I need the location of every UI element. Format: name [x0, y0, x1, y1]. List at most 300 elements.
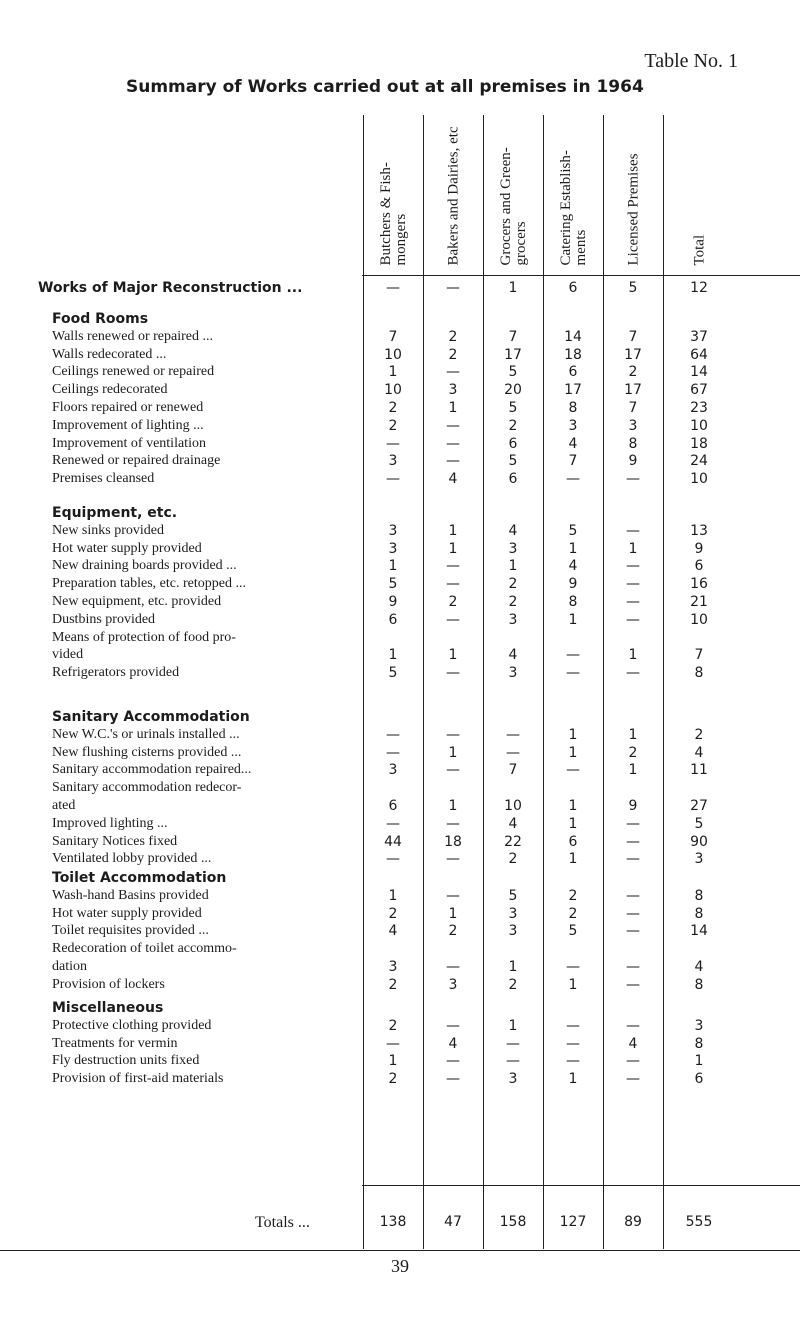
row-label: Ceilings renewed or repaired — [52, 364, 215, 380]
table-cell: — — [566, 1053, 580, 1070]
table-row — [0, 418, 800, 434]
table-cell: 3 — [694, 1017, 704, 1034]
table-cell: 3 — [388, 762, 398, 779]
section-title: Miscellaneous — [52, 1000, 164, 1016]
table-cell: 6 — [568, 833, 578, 850]
table-cell: 6 — [508, 435, 518, 452]
table-cell: 3 — [694, 851, 704, 868]
table-row — [0, 1053, 800, 1069]
table-cell: 7 — [694, 647, 704, 664]
row-label: Protective clothing provided — [52, 1017, 212, 1033]
table-cell: 9 — [628, 798, 638, 814]
table-cell: 7 — [508, 328, 518, 345]
table-cell: 27 — [690, 798, 708, 814]
table-cell: 16 — [690, 576, 708, 593]
table-cell: 1 — [448, 798, 458, 814]
table-cell: 8 — [568, 594, 578, 610]
table-cell: 2 — [388, 976, 398, 993]
table-cell: 4 — [448, 1035, 458, 1052]
table-cell: 3 — [448, 976, 458, 993]
table-cell: 2 — [508, 576, 518, 593]
row-label: Toilet requisites provided ... — [52, 923, 209, 939]
table-cell: 89 — [624, 1214, 642, 1230]
row-label: Floors repaired or renewed — [52, 400, 204, 415]
table-cell: — — [446, 1071, 460, 1088]
row-label: Improved lighting ... — [52, 815, 168, 831]
table-cell: — — [386, 851, 400, 868]
table-cell: 10 — [690, 417, 708, 434]
table-cell: — — [446, 558, 460, 575]
totals-label: Totals ... — [255, 1214, 310, 1231]
table-cell: 2 — [388, 905, 398, 922]
table-cell: 5 — [694, 815, 704, 832]
table-cell: — — [386, 435, 400, 452]
table-cell: 10 — [384, 346, 402, 363]
table-cell: 127 — [559, 1214, 587, 1230]
table-cell: — — [626, 1017, 640, 1034]
table-cell: — — [626, 1071, 640, 1088]
table-cell: — — [506, 1035, 520, 1052]
table-cell: 9 — [568, 576, 578, 593]
table-row — [0, 1036, 800, 1052]
row-rule — [362, 1185, 800, 1186]
table-cell: 67 — [690, 382, 708, 399]
table-cell: 1 — [628, 540, 638, 557]
table-cell: 8 — [568, 400, 578, 416]
table-cell: 6 — [388, 798, 398, 814]
major-reconstruction-label: Works of Major Reconstruction ... — [38, 280, 303, 296]
row-label: dation — [52, 959, 87, 974]
table-cell: 1 — [448, 522, 458, 539]
row-label: Ceilings redecorated — [52, 382, 168, 398]
table-cell: 7 — [628, 400, 638, 416]
table-cell: 90 — [690, 833, 708, 850]
table-cell: 2 — [508, 851, 518, 868]
table-cell: 23 — [690, 400, 708, 416]
table-cell: — — [446, 611, 460, 628]
table-cell: 1 — [388, 558, 398, 575]
table-cell: — — [566, 1017, 580, 1034]
table-cell: 5 — [508, 453, 518, 470]
table-cell: 4 — [628, 1035, 638, 1052]
table-cell: 17 — [504, 346, 522, 363]
table-cell: 2 — [508, 417, 518, 434]
table-cell: — — [446, 417, 460, 434]
table-cell: 1 — [568, 815, 578, 832]
table-cell: — — [386, 815, 400, 832]
row-label: New equipment, etc. provided — [52, 594, 222, 609]
column-header — [627, 118, 772, 268]
table-cell: 3 — [388, 522, 398, 539]
row-label: Refrigerators provided — [52, 665, 180, 681]
table-cell: 1 — [568, 726, 578, 743]
row-label: Fly destruction units fixed — [52, 1053, 200, 1069]
table-cell: 1 — [694, 1053, 704, 1070]
table-cell: 1 — [628, 647, 638, 664]
table-cell: 2 — [388, 400, 398, 416]
table-cell: — — [386, 280, 400, 296]
table-cell: — — [446, 959, 460, 975]
table-row — [0, 382, 800, 398]
table-cell: — — [626, 576, 640, 593]
table-cell: 6 — [508, 471, 518, 488]
table-cell: 4 — [694, 959, 704, 975]
table-cell: 1 — [448, 647, 458, 664]
table-cell: 2 — [694, 726, 704, 743]
table-cell: — — [446, 435, 460, 452]
table-cell: 1 — [568, 744, 578, 761]
row-label: Ventilated lobby provided ... — [52, 851, 212, 867]
table-row — [0, 798, 800, 814]
table-cell: 4 — [568, 435, 578, 452]
table-cell: 10 — [384, 382, 402, 399]
table-cell: 5 — [568, 522, 578, 539]
table-row — [0, 977, 800, 993]
totals-row — [0, 1214, 800, 1230]
row-label: Renewed or repaired drainage — [52, 453, 221, 469]
table-cell: 64 — [690, 346, 708, 363]
row-label: New sinks provided — [52, 522, 164, 538]
table-row — [0, 665, 800, 681]
table-cell: — — [626, 665, 640, 682]
table-cell: 3 — [508, 665, 518, 682]
section-title: Sanitary Accommodation — [52, 709, 250, 725]
table-cell: 2 — [388, 417, 398, 434]
table-cell: 2 — [448, 328, 458, 345]
table-cell: — — [566, 959, 580, 975]
table-cell: 10 — [690, 611, 708, 628]
row-label: Walls redecorated ... — [52, 346, 167, 362]
table-cell: — — [626, 815, 640, 832]
table-cell: 17 — [564, 382, 582, 399]
table-cell: 3 — [508, 923, 518, 940]
section-title: Food Rooms — [52, 311, 149, 327]
table-row — [0, 436, 800, 452]
table-row — [0, 364, 800, 380]
table-cell: 10 — [690, 471, 708, 488]
table-cell: 44 — [384, 833, 402, 850]
table-cell: 2 — [568, 887, 578, 904]
table-row — [0, 347, 800, 363]
table-cell: 1 — [628, 762, 638, 779]
table-cell: 5 — [388, 576, 398, 593]
table-cell: — — [626, 558, 640, 575]
table-cell: 10 — [504, 798, 522, 814]
table-cell: 7 — [388, 328, 398, 345]
row-label: Sanitary accommodation redecor- — [52, 780, 242, 796]
table-cell: 6 — [388, 611, 398, 628]
table-row — [0, 471, 800, 487]
table-cell: 4 — [448, 471, 458, 488]
table-cell: 1 — [448, 744, 458, 761]
table-cell: — — [626, 611, 640, 628]
column-header-label: Catering Establish-ments — [557, 150, 589, 266]
table-cell: — — [626, 471, 640, 488]
table-cell: 1 — [448, 400, 458, 416]
table-cell: 22 — [504, 833, 522, 850]
table-cell: 1 — [568, 851, 578, 868]
table-cell: — — [626, 833, 640, 850]
table-cell: 37 — [690, 328, 708, 345]
table-cell: 3 — [448, 382, 458, 399]
table-cell: 6 — [694, 558, 704, 575]
table-cell: 5 — [628, 280, 638, 296]
table-cell: 14 — [564, 328, 582, 345]
table-cell: 21 — [690, 594, 708, 610]
table-cell: 2 — [448, 346, 458, 363]
table-cell: — — [626, 887, 640, 904]
table-cell: — — [386, 1035, 400, 1052]
table-cell: 14 — [690, 364, 708, 381]
table-cell: — — [446, 280, 460, 296]
table-cell: 4 — [508, 647, 518, 664]
table-row — [0, 834, 800, 850]
row-label: Provision of lockers — [52, 976, 165, 992]
table-row — [0, 541, 800, 557]
table-cell: 1 — [508, 959, 518, 975]
table-cell: 3 — [508, 611, 518, 628]
table-cell: 3 — [508, 1071, 518, 1088]
table-cell: — — [566, 665, 580, 682]
table-cell: 13 — [690, 522, 708, 539]
table-cell: 2 — [448, 594, 458, 610]
table-cell: — — [626, 851, 640, 868]
table-row — [0, 647, 800, 663]
table-cell: — — [386, 744, 400, 761]
table-cell: 5 — [508, 887, 518, 904]
table-cell: 4 — [568, 558, 578, 575]
table-cell: 1 — [568, 540, 578, 557]
table-cell: — — [446, 1053, 460, 1070]
table-row — [0, 558, 800, 574]
table-cell: 11 — [690, 762, 708, 779]
table-cell: 9 — [388, 594, 398, 610]
table-cell: 3 — [628, 417, 638, 434]
table-cell: — — [566, 471, 580, 488]
table-cell: 1 — [628, 726, 638, 743]
section-title: Equipment, etc. — [52, 505, 178, 521]
page-number: 39 — [391, 1256, 409, 1276]
table-cell: 12 — [690, 280, 708, 296]
table-cell: — — [566, 1035, 580, 1052]
table-row — [0, 745, 800, 761]
row-label: Hot water supply provided — [52, 905, 202, 921]
table-row — [0, 329, 800, 345]
table-cell: 2 — [508, 976, 518, 993]
row-label: vided — [52, 647, 84, 663]
column-header-label: Licensed Premises — [625, 153, 641, 266]
table-cell: — — [386, 726, 400, 743]
table-row — [0, 888, 800, 904]
table-row — [0, 1018, 800, 1034]
row-label: New flushing cisterns provided ... — [52, 744, 242, 760]
row-label: New W.C.'s or urinals installed ... — [52, 726, 240, 742]
row-label: Treatments for vermin — [52, 1035, 178, 1051]
table-cell: 2 — [448, 923, 458, 940]
table-row — [0, 923, 800, 939]
table-cell: 7 — [628, 328, 638, 345]
table-cell: 8 — [694, 905, 704, 922]
table-cell: 4 — [694, 744, 704, 761]
table-cell: — — [446, 762, 460, 779]
table-row — [0, 612, 800, 628]
row-label: ated — [52, 798, 76, 813]
table-cell: 138 — [379, 1214, 407, 1230]
table-row — [0, 453, 800, 469]
table-cell: — — [506, 1053, 520, 1070]
table-cell: 8 — [628, 435, 638, 452]
table-cell: — — [446, 815, 460, 832]
table-row — [0, 959, 800, 975]
table-row — [0, 523, 800, 539]
column-header-label: Butchers & Fish-mongers — [377, 162, 409, 266]
table-cell: 6 — [694, 1071, 704, 1088]
table-cell: 2 — [628, 364, 638, 381]
table-cell: 9 — [694, 540, 704, 557]
table-cell: 20 — [504, 382, 522, 399]
table-cell: 3 — [568, 417, 578, 434]
table-cell: 18 — [690, 435, 708, 452]
table-cell: 3 — [388, 959, 398, 975]
table-row — [0, 906, 800, 922]
table-cell: 9 — [628, 453, 638, 470]
table-cell: — — [626, 976, 640, 993]
table-cell: — — [626, 923, 640, 940]
table-cell: — — [626, 959, 640, 975]
table-cell: 17 — [624, 382, 642, 399]
table-cell: 47 — [444, 1214, 462, 1230]
table-cell: 1 — [388, 364, 398, 381]
table-cell: 1 — [448, 905, 458, 922]
column-header-label: Total — [691, 234, 707, 266]
table-cell: — — [446, 576, 460, 593]
table-cell: — — [446, 453, 460, 470]
table-cell: — — [446, 887, 460, 904]
table-cell: — — [566, 762, 580, 779]
table-cell: — — [566, 647, 580, 664]
table-cell: 24 — [690, 453, 708, 470]
table-cell: 8 — [694, 1035, 704, 1052]
table-row — [0, 816, 800, 832]
table-cell: — — [446, 1017, 460, 1034]
table-cell: — — [446, 726, 460, 743]
row-label: Means of protection of food pro- — [52, 629, 236, 645]
row-label: Preparation tables, etc. retopped ... — [52, 576, 246, 592]
row-rule — [362, 275, 800, 276]
table-cell: 18 — [444, 833, 462, 850]
row-label: Sanitary accommodation repaired... — [52, 762, 252, 778]
table-cell: 3 — [508, 540, 518, 557]
table-cell: 5 — [508, 400, 518, 416]
table-cell: — — [446, 665, 460, 682]
table-cell: 158 — [499, 1214, 527, 1230]
row-label: Wash-hand Basins provided — [52, 887, 209, 903]
table-cell: 3 — [508, 905, 518, 922]
table-cell: 1 — [388, 1053, 398, 1070]
table-cell: 1 — [388, 647, 398, 664]
table-cell: 14 — [690, 923, 708, 940]
table-cell: — — [446, 364, 460, 381]
row-label: Improvement of ventilation — [52, 435, 206, 451]
table-cell: 18 — [564, 346, 582, 363]
table-row — [0, 280, 800, 296]
row-label: Dustbins provided — [52, 611, 156, 627]
table-cell: 2 — [388, 1071, 398, 1088]
table-cell: 1 — [568, 798, 578, 814]
row-label: Improvement of lighting ... — [52, 417, 204, 433]
column-header-label: Bakers and Dairies, etc — [445, 126, 461, 266]
table-cell: 6 — [568, 280, 578, 296]
table-row — [0, 400, 800, 416]
table-cell: 3 — [388, 453, 398, 470]
table-number: Table No. 1 — [644, 50, 738, 72]
table-cell: 1 — [568, 611, 578, 628]
table-row — [0, 762, 800, 778]
table-cell: 1 — [508, 280, 518, 296]
table-cell: — — [446, 851, 460, 868]
table-cell: 2 — [388, 1017, 398, 1034]
table-cell: — — [386, 471, 400, 488]
page-title: Summary of Works carried out at all premises in 1964 — [126, 77, 644, 97]
table-cell: 1 — [568, 1071, 578, 1088]
row-rule — [0, 1250, 800, 1251]
table-cell: 4 — [508, 522, 518, 539]
table-cell: 1 — [568, 976, 578, 993]
table-cell: 5 — [508, 364, 518, 381]
table-cell: 1 — [388, 887, 398, 904]
row-label: Hot water supply provided — [52, 540, 202, 556]
table-cell: 7 — [568, 453, 578, 470]
table-cell: 6 — [568, 364, 578, 381]
table-cell: 2 — [568, 905, 578, 922]
table-cell: 555 — [685, 1214, 713, 1230]
table-cell: 3 — [388, 540, 398, 557]
table-cell: 8 — [694, 976, 704, 993]
table-cell: — — [626, 1053, 640, 1070]
table-cell: 17 — [624, 346, 642, 363]
column-header-label: Grocers and Green-grocers — [497, 147, 529, 266]
section-title: Toilet Accommodation — [52, 870, 227, 886]
table-cell: — — [626, 594, 640, 610]
row-label: Walls renewed or repaired ... — [52, 328, 213, 344]
table-cell: 4 — [388, 923, 398, 940]
table-cell: 5 — [388, 665, 398, 682]
table-row — [0, 727, 800, 743]
table-cell: 8 — [694, 665, 704, 682]
row-label: Sanitary Notices fixed — [52, 833, 178, 849]
table-row — [0, 851, 800, 867]
table-cell: 4 — [508, 815, 518, 832]
table-cell: 2 — [628, 744, 638, 761]
table-cell: — — [506, 744, 520, 761]
table-cell: 1 — [508, 558, 518, 575]
table-cell: — — [626, 905, 640, 922]
table-cell: 5 — [568, 923, 578, 940]
table-cell: 7 — [508, 762, 518, 779]
table-cell: — — [506, 726, 520, 743]
row-label: New draining boards provided ... — [52, 558, 237, 574]
table-cell: — — [626, 522, 640, 539]
table-cell: 8 — [694, 887, 704, 904]
row-label: Redecoration of toilet accommo- — [52, 941, 237, 957]
table-row — [0, 594, 800, 610]
table-cell: 1 — [448, 540, 458, 557]
row-label: Premises cleansed — [52, 471, 155, 487]
table-row — [0, 576, 800, 592]
row-label: Provision of first-aid materials — [52, 1071, 224, 1087]
table-cell: 2 — [508, 594, 518, 610]
table-cell: 1 — [508, 1017, 518, 1034]
